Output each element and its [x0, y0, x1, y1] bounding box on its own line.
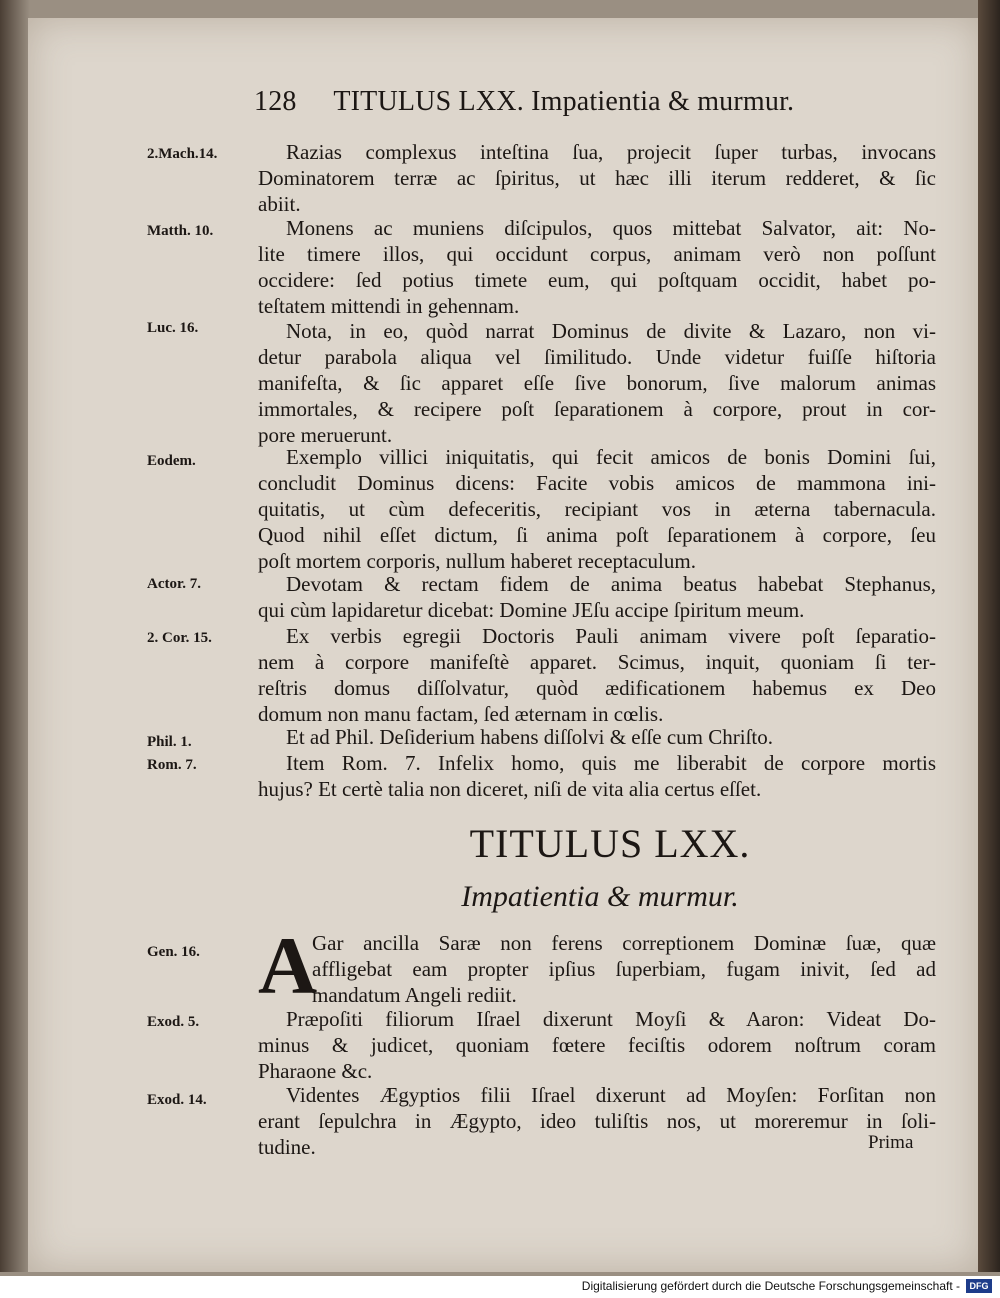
dfg-logo: DFG: [966, 1279, 992, 1293]
text-line: mandatum Angeli rediit.: [312, 983, 517, 1007]
section-subtitle: Impatientia & murmur.: [461, 880, 739, 913]
text-line: Exemplo villici iniquitatis, qui fecit amicos de bonis Domini ſui,: [286, 445, 936, 469]
text-line: minus & judicet, quoniam fœtere feciſtis odorem noſtrum coram: [258, 1033, 936, 1057]
paragraph: [258, 139, 936, 217]
text-line: Gar ancilla Saræ non ferens correptionem Dominæ ſuæ, quæ: [312, 931, 936, 955]
text-line: affligebat eam propter ipſius ſuperbiam, fugam inivit, ſed ad: [312, 957, 936, 981]
text-line: Nota, in eo, quòd narrat Dominus de divite & Lazaro, non vi-: [286, 319, 936, 343]
text-line: Razias complexus inteſtina ſua, projecit ſuper turbas, invocans: [286, 140, 936, 164]
paragraph: [258, 750, 936, 802]
margin-reference: Rom. 7.: [147, 757, 197, 773]
text-line: qui cùm lapidaretur dicebat: Domine JEſu accipe ſpiritum meum.: [258, 598, 805, 622]
paragraph: [258, 571, 936, 623]
text-line: erant ſepulchra in Ægypto, ideo tuliſtis nos, ut moreremur in ſoli-: [258, 1109, 936, 1133]
paragraph: [258, 444, 936, 574]
text-line: Monens ac muniens diſcipulos, quos mittebat Salvator, ait: No-: [286, 216, 936, 240]
margin-reference: 2.Mach.14.: [147, 146, 218, 162]
text-line: lite timere illos, qui occidunt corpus, animam verò non poſſunt: [258, 242, 936, 266]
running-header: [254, 86, 944, 118]
text-line: abiit.: [258, 192, 301, 216]
text-line: occidere: ſed potius timete eum, qui poſtquam occidit, habet po-: [258, 268, 936, 292]
text-line: Præpoſiti filiorum Iſrael dixerunt Moyſi & Aaron: Videat Do-: [286, 1007, 936, 1031]
paragraph: [258, 623, 936, 727]
book-spine: [978, 0, 1000, 1272]
text-line: Devotam & rectam fidem de anima beatus habebat Stephanus,: [286, 572, 936, 596]
margin-reference: Exod. 14.: [147, 1092, 207, 1108]
margin-reference: Eodem.: [147, 453, 196, 469]
text-line: Pharaone &c.: [258, 1059, 373, 1083]
text-line: Ex verbis egregii Doctoris Pauli animam vivere poſt ſeparatio-: [286, 624, 936, 648]
text-line: hujus? Et certè talia non diceret, niſi de vita alia certus eſſet.: [258, 777, 762, 801]
text-line: nem à corpore manifeſtè apparet. Scimus, inquit, quoniam ſi ter-: [258, 650, 936, 674]
paragraph: [258, 1006, 936, 1084]
drop-cap: A: [258, 920, 318, 1011]
text-line: Videntes Ægyptios filii Iſrael dixerunt ad Moyſen: Forſitan non: [286, 1083, 936, 1107]
text-line: detur parabola aliqua vel ſimilitudo. Unde videtur fuiſſe hiſtoria: [258, 345, 936, 369]
text-line: concludit Dominus dicens: Facite vobis amicos de mammona ini-: [258, 471, 936, 495]
text-line: Et ad Phil. Deſiderium habens diſſolvi & eſſe cum Chriſto.: [286, 725, 774, 749]
running-title: TITULUS LXX. Impatientia & murmur.: [333, 86, 795, 117]
text-line: Item Rom. 7. Infelix homo, quis me liberabit de corpore mortis: [286, 751, 936, 775]
page-number: 128: [254, 86, 297, 117]
margin-reference: Actor. 7.: [147, 576, 202, 592]
paragraph: [312, 930, 936, 1008]
funding-credit: Digitalisierung gefördert durch die Deutsche Forschungsgemeinschaft -: [581, 1279, 960, 1293]
text-line: manifeſta, & ſic apparet eſſe ſive bonorum, ſive malorum animas: [258, 371, 936, 395]
margin-reference: Luc. 16.: [147, 320, 199, 336]
paragraph: [258, 318, 936, 448]
text-line: poſt mortem corporis, nullum haberet receptaculum.: [258, 549, 696, 573]
paragraph: [258, 724, 936, 750]
margin-reference: 2. Cor. 15.: [147, 630, 212, 646]
text-line: domum non manu factam, ſed æternam in cœlis.: [258, 702, 664, 726]
section-title: TITULUS LXX.: [469, 821, 751, 866]
text-line: reſtris domus diſſolvatur, quòd ædificationem habemus ex Deo: [258, 676, 936, 700]
text-line: teſtatem mittendi in gehennam.: [258, 294, 520, 318]
text-line: quitatis, ut cùm defeceritis, recipiant vos in æterna tabernacula.: [258, 497, 936, 521]
text-line: immortales, & recipere poſt ſeparationem à corpore, prout in cor-: [258, 397, 936, 421]
paragraph: [258, 1082, 936, 1160]
text-line: Quod nihil eſſet dictum, ſi anima poſt ſeparationem à corpore, ſeu: [258, 523, 936, 547]
paragraph: [258, 215, 936, 319]
text-line: Dominatorem terræ ac ſpiritus, ut hæc illi iterum redderet, & ſic: [258, 166, 936, 190]
text-line: pore meruerunt.: [258, 423, 393, 447]
digitization-footer: [0, 1276, 1000, 1298]
margin-reference: Phil. 1.: [147, 734, 192, 750]
text-line: tudine.: [258, 1135, 316, 1159]
page-edge-shadow: [0, 0, 30, 1272]
margin-reference: Matth. 10.: [147, 223, 214, 239]
catchword: Prima: [868, 1132, 914, 1153]
margin-reference: Gen. 16.: [147, 944, 200, 960]
margin-reference: Exod. 5.: [147, 1014, 200, 1030]
